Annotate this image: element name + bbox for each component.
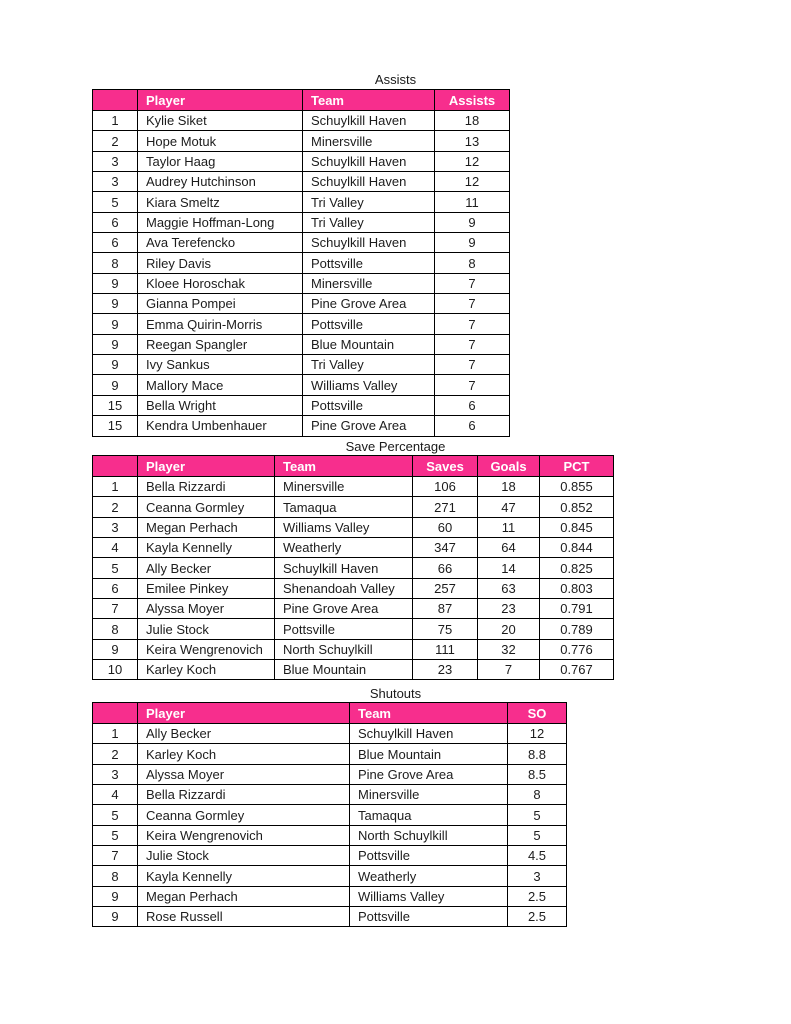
cell: 11 <box>435 192 510 212</box>
shutouts-table-title: Shutouts <box>369 686 422 701</box>
shutouts-table <box>92 702 567 927</box>
table-row <box>93 497 614 517</box>
cell: 2.5 <box>508 907 567 927</box>
table-row <box>93 151 510 171</box>
cell: Schuylkill Haven <box>303 151 435 171</box>
cell: 3 <box>93 517 138 537</box>
cell: Weatherly <box>350 866 508 886</box>
cell: 13 <box>435 131 510 151</box>
cell: 3 <box>93 151 138 171</box>
cell: 8 <box>508 785 567 805</box>
table-row <box>93 517 614 537</box>
cell: 4 <box>93 538 138 558</box>
cell: Kayla Kennelly <box>138 866 350 886</box>
table-row <box>93 294 510 314</box>
cell: 6 <box>435 416 510 436</box>
cell: 9 <box>93 907 138 927</box>
table-row <box>93 825 567 845</box>
cell: Taylor Haag <box>138 151 303 171</box>
table-row <box>93 477 614 497</box>
cell: 5 <box>93 825 138 845</box>
table-row <box>93 131 510 151</box>
cell: 15 <box>93 395 138 415</box>
cell: 1 <box>93 477 138 497</box>
cell: 9 <box>435 212 510 232</box>
cell: Gianna Pompei <box>138 294 303 314</box>
cell: Hope Motuk <box>138 131 303 151</box>
table-row <box>93 375 510 395</box>
cell: 8 <box>93 619 138 639</box>
cell: Williams Valley <box>350 886 508 906</box>
cell: 7 <box>93 846 138 866</box>
cell: Ceanna Gormley <box>138 497 275 517</box>
table-row <box>93 846 567 866</box>
cell: Tri Valley <box>303 192 435 212</box>
cell: 9 <box>435 233 510 253</box>
cell: 9 <box>93 294 138 314</box>
cell: Pottsville <box>303 314 435 334</box>
cell: Audrey Hutchinson <box>138 172 303 192</box>
cell: 7 <box>435 294 510 314</box>
table-row <box>93 273 510 293</box>
cell: Kendra Umbenhauer <box>138 416 303 436</box>
cell: Minersville <box>303 273 435 293</box>
cell: 0.776 <box>540 639 614 659</box>
cell: 9 <box>93 375 138 395</box>
cell: Blue Mountain <box>275 660 413 680</box>
cell: 8 <box>93 866 138 886</box>
cell: Shenandoah Valley <box>275 578 413 598</box>
cell: 2 <box>93 131 138 151</box>
cell: 12 <box>508 724 567 744</box>
cell: 10 <box>93 660 138 680</box>
cell: Schuylkill Haven <box>303 111 435 131</box>
cell: Kiara Smeltz <box>138 192 303 212</box>
cell: 23 <box>413 660 478 680</box>
table-row <box>93 907 567 927</box>
header-row <box>93 456 614 477</box>
cell: 257 <box>413 578 478 598</box>
cell: 7 <box>435 375 510 395</box>
cell: Schuylkill Haven <box>303 233 435 253</box>
cell: 12 <box>435 151 510 171</box>
cell: Riley Davis <box>138 253 303 273</box>
cell: 2 <box>93 497 138 517</box>
cell: 5 <box>93 558 138 578</box>
cell: Emma Quirin-Morris <box>138 314 303 334</box>
cell: 18 <box>435 111 510 131</box>
column-header-saves: Saves <box>413 456 478 477</box>
cell: Pottsville <box>303 253 435 273</box>
cell: Kayla Kennelly <box>138 538 275 558</box>
assists-table <box>92 89 510 437</box>
cell: 14 <box>478 558 540 578</box>
cell: Bella Wright <box>138 395 303 415</box>
cell: 4.5 <box>508 846 567 866</box>
cell: 47 <box>478 497 540 517</box>
cell: 87 <box>413 599 478 619</box>
cell: Julie Stock <box>138 846 350 866</box>
table-row <box>93 416 510 436</box>
cell: Bella Rizzardi <box>138 785 350 805</box>
table-row <box>93 233 510 253</box>
cell: 9 <box>93 334 138 354</box>
cell: 2.5 <box>508 886 567 906</box>
cell: Ally Becker <box>138 558 275 578</box>
cell: Pine Grove Area <box>303 294 435 314</box>
cell: 4 <box>93 785 138 805</box>
column-header-team: Team <box>303 90 435 111</box>
table-row <box>93 886 567 906</box>
cell: 0.791 <box>540 599 614 619</box>
column-header-player: Player <box>138 90 303 111</box>
cell: 8 <box>93 253 138 273</box>
table-row <box>93 724 567 744</box>
table-row <box>93 192 510 212</box>
column-header-rank <box>93 703 138 724</box>
table-row <box>93 619 614 639</box>
cell: Schuylkill Haven <box>275 558 413 578</box>
cell: Megan Perhach <box>138 886 350 906</box>
cell: Blue Mountain <box>303 334 435 354</box>
cell: Mallory Mace <box>138 375 303 395</box>
table-row <box>93 805 567 825</box>
cell: 63 <box>478 578 540 598</box>
cell: Pottsville <box>275 619 413 639</box>
table-row <box>93 764 567 784</box>
cell: Emilee Pinkey <box>138 578 275 598</box>
cell: Ally Becker <box>138 724 350 744</box>
cell: Tamaqua <box>275 497 413 517</box>
cell: 6 <box>93 233 138 253</box>
column-header-team: Team <box>350 703 508 724</box>
cell: North Schuylkill <box>275 639 413 659</box>
cell: 6 <box>435 395 510 415</box>
column-header-player: Player <box>138 456 275 477</box>
cell: 5 <box>508 825 567 845</box>
cell: 7 <box>435 334 510 354</box>
cell: 60 <box>413 517 478 537</box>
cell: 20 <box>478 619 540 639</box>
table-row <box>93 538 614 558</box>
cell: Pine Grove Area <box>350 764 508 784</box>
cell: Ava Terefencko <box>138 233 303 253</box>
cell: 106 <box>413 477 478 497</box>
cell: Keira Wengrenovich <box>138 639 275 659</box>
cell: 5 <box>93 805 138 825</box>
cell: Williams Valley <box>303 375 435 395</box>
cell: Megan Perhach <box>138 517 275 537</box>
cell: 3 <box>93 764 138 784</box>
table-row <box>93 355 510 375</box>
cell: Minersville <box>350 785 508 805</box>
cell: 2 <box>93 744 138 764</box>
cell: 7 <box>478 660 540 680</box>
cell: 5 <box>93 192 138 212</box>
cell: Williams Valley <box>275 517 413 537</box>
cell: Pottsville <box>350 846 508 866</box>
cell: 9 <box>93 355 138 375</box>
table-row <box>93 639 614 659</box>
table-row <box>93 744 567 764</box>
column-header-player: Player <box>138 703 350 724</box>
cell: 18 <box>478 477 540 497</box>
cell: Schuylkill Haven <box>350 724 508 744</box>
cell: 1 <box>93 111 138 131</box>
cell: Kloee Horoschak <box>138 273 303 293</box>
cell: 6 <box>93 212 138 232</box>
cell: 0.844 <box>540 538 614 558</box>
cell: 111 <box>413 639 478 659</box>
cell: Pottsville <box>350 907 508 927</box>
cell: Minersville <box>275 477 413 497</box>
cell: Schuylkill Haven <box>303 172 435 192</box>
table-row <box>93 660 614 680</box>
cell: 12 <box>435 172 510 192</box>
cell: 9 <box>93 886 138 906</box>
cell: 3 <box>93 172 138 192</box>
cell: 75 <box>413 619 478 639</box>
cell: 5 <box>508 805 567 825</box>
cell: 8.5 <box>508 764 567 784</box>
cell: 3 <box>508 866 567 886</box>
column-header-goals: Goals <box>478 456 540 477</box>
cell: Blue Mountain <box>350 744 508 764</box>
cell: Pottsville <box>303 395 435 415</box>
table-row <box>93 395 510 415</box>
cell: 8 <box>435 253 510 273</box>
table-row <box>93 334 510 354</box>
table-row <box>93 314 510 334</box>
cell: 7 <box>435 314 510 334</box>
table-row <box>93 599 614 619</box>
cell: 9 <box>93 639 138 659</box>
table-row <box>93 111 510 131</box>
cell: 7 <box>435 273 510 293</box>
cell: Minersville <box>303 131 435 151</box>
cell: Pine Grove Area <box>303 416 435 436</box>
cell: 9 <box>93 314 138 334</box>
cell: North Schuylkill <box>350 825 508 845</box>
save-percentage-table-title: Save Percentage <box>345 439 446 454</box>
cell: Karley Koch <box>138 660 275 680</box>
cell: Julie Stock <box>138 619 275 639</box>
cell: 271 <box>413 497 478 517</box>
cell: 7 <box>93 599 138 619</box>
cell: 9 <box>93 273 138 293</box>
cell: Weatherly <box>275 538 413 558</box>
table-row <box>93 172 510 192</box>
cell: 347 <box>413 538 478 558</box>
cell: 0.855 <box>540 477 614 497</box>
cell: 1 <box>93 724 138 744</box>
cell: Tamaqua <box>350 805 508 825</box>
cell: 64 <box>478 538 540 558</box>
column-header-assists: Assists <box>435 90 510 111</box>
cell: 0.852 <box>540 497 614 517</box>
cell: Maggie Hoffman-Long <box>138 212 303 232</box>
column-header-rank <box>93 90 138 111</box>
cell: 32 <box>478 639 540 659</box>
header-row <box>93 90 510 111</box>
cell: Karley Koch <box>138 744 350 764</box>
cell: Ivy Sankus <box>138 355 303 375</box>
cell: 0.803 <box>540 578 614 598</box>
cell: Ceanna Gormley <box>138 805 350 825</box>
cell: 15 <box>93 416 138 436</box>
cell: Kylie Siket <box>138 111 303 131</box>
cell: 6 <box>93 578 138 598</box>
cell: Tri Valley <box>303 212 435 232</box>
table-row <box>93 578 614 598</box>
save-percentage-table <box>92 455 614 680</box>
cell: 0.825 <box>540 558 614 578</box>
table-row <box>93 253 510 273</box>
cell: 7 <box>435 355 510 375</box>
cell: Alyssa Moyer <box>138 599 275 619</box>
cell: Rose Russell <box>138 907 350 927</box>
cell: 0.767 <box>540 660 614 680</box>
column-header-pct: PCT <box>540 456 614 477</box>
header-row <box>93 703 567 724</box>
table-row <box>93 558 614 578</box>
table-row <box>93 866 567 886</box>
assists-table-title: Assists <box>374 72 417 87</box>
cell: Pine Grove Area <box>275 599 413 619</box>
table-row <box>93 212 510 232</box>
table-row <box>93 785 567 805</box>
cell: Keira Wengrenovich <box>138 825 350 845</box>
column-header-rank <box>93 456 138 477</box>
cell: Bella Rizzardi <box>138 477 275 497</box>
cell: 0.845 <box>540 517 614 537</box>
cell: 11 <box>478 517 540 537</box>
cell: Alyssa Moyer <box>138 764 350 784</box>
cell: Reegan Spangler <box>138 334 303 354</box>
cell: 8.8 <box>508 744 567 764</box>
column-header-so: SO <box>508 703 567 724</box>
column-header-team: Team <box>275 456 413 477</box>
cell: 23 <box>478 599 540 619</box>
cell: 66 <box>413 558 478 578</box>
cell: Tri Valley <box>303 355 435 375</box>
cell: 0.789 <box>540 619 614 639</box>
